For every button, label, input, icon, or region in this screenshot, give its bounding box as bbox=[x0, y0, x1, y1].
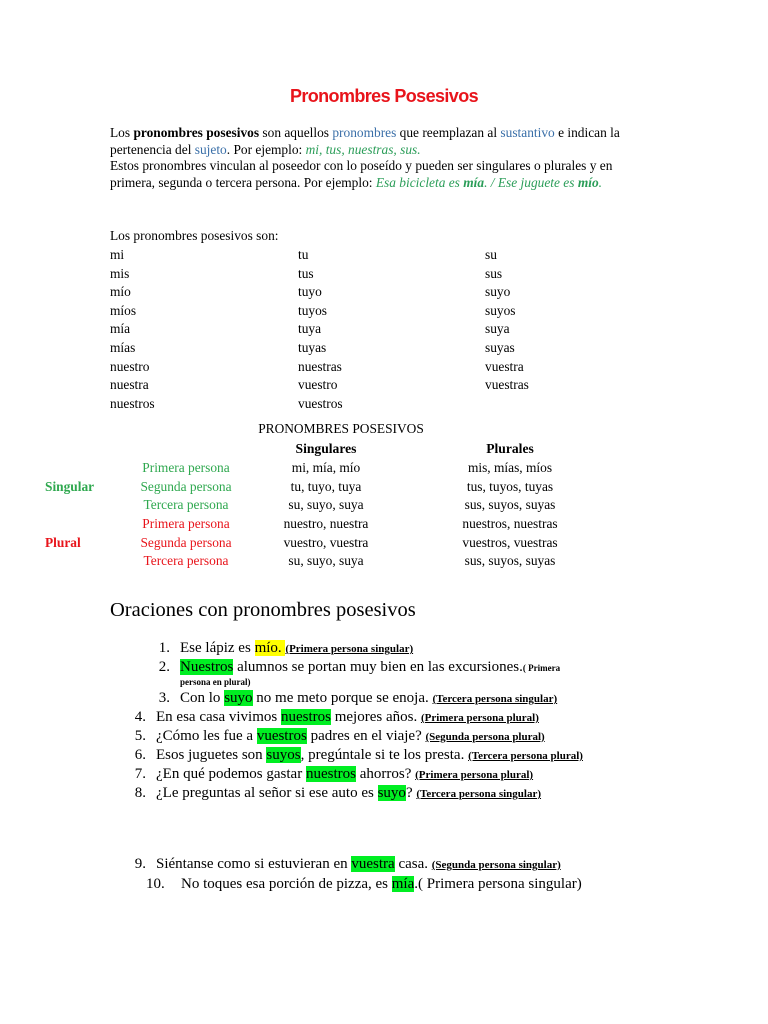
sentence-note: (Primera persona plural) bbox=[420, 712, 539, 724]
highlighted-pronoun: vuestra bbox=[351, 856, 395, 872]
plural-cell: sus, suyos, suyas bbox=[464, 553, 556, 568]
sentence-text: alumnos se portan muy bien en las excursiones. bbox=[233, 659, 523, 675]
example-text: . / Ese juguete es bbox=[484, 174, 578, 190]
sentence-note: (Tercera persona singular) bbox=[416, 788, 542, 800]
word: mía bbox=[110, 321, 131, 337]
sentence-text: Ese lápiz es bbox=[180, 640, 255, 656]
sentence-text: no me meto porque se enoja. bbox=[252, 690, 433, 706]
plural-cell: vuestros, vuestras bbox=[462, 535, 558, 550]
persona-cell: Tercera persona bbox=[143, 497, 229, 512]
word: suyo bbox=[485, 284, 511, 300]
example-text: . bbox=[598, 174, 603, 190]
word: nuestra bbox=[110, 377, 149, 393]
sentence-text: Esos juguetes son bbox=[156, 747, 267, 763]
word: tuyas bbox=[298, 339, 327, 355]
highlighted-pronoun: Nuestros bbox=[180, 659, 234, 675]
word: tuyos bbox=[298, 302, 328, 318]
persona-cell: Tercera persona bbox=[143, 553, 229, 568]
word: mías bbox=[110, 339, 136, 355]
persona-cell: Segunda persona bbox=[140, 479, 232, 494]
persona-cell: Primera persona bbox=[142, 460, 230, 475]
example-word: mío bbox=[577, 174, 599, 190]
item-number: 1. bbox=[158, 640, 170, 656]
sentence-text: ? bbox=[405, 785, 417, 801]
link-sujeto[interactable]: sujeto bbox=[194, 141, 227, 157]
word: suya bbox=[485, 321, 510, 337]
intro-bold-term: pronombres posesivos bbox=[133, 125, 260, 140]
singular-cell: su, suyo, suya bbox=[288, 553, 364, 568]
highlighted-pronoun: suyo bbox=[377, 785, 406, 801]
word: sus bbox=[485, 265, 503, 281]
word: vuestras bbox=[485, 377, 529, 393]
sentence-note: (Tercera persona plural) bbox=[468, 750, 583, 762]
intro-text: e indican la pertenencia del bbox=[110, 125, 620, 157]
persona-cell: Segunda persona bbox=[140, 535, 232, 550]
word: tus bbox=[298, 265, 314, 281]
word: nuestro bbox=[110, 358, 150, 374]
sentence-text: mejores años. bbox=[330, 709, 421, 725]
singular-cell: tu, tuyo, tuya bbox=[290, 479, 362, 494]
word: mis bbox=[110, 265, 130, 281]
singular-cell: mi, mía, mío bbox=[291, 460, 361, 475]
word: suyas bbox=[485, 339, 515, 355]
word-column-3 bbox=[485, 246, 529, 395]
highlighted-pronoun: nuestros bbox=[280, 709, 331, 725]
header-plurales: Plurales bbox=[486, 441, 534, 456]
sentence-text: padres en el viaje? bbox=[306, 728, 426, 744]
sentence-text: .( Primera persona singular) bbox=[414, 876, 582, 892]
plural-cell: sus, suyos, suyas bbox=[464, 497, 556, 512]
example-words: mi, tus, nuestras, sus. bbox=[305, 141, 421, 157]
item-number: 9. bbox=[134, 856, 146, 872]
list-lead: Los pronombres posesivos son: bbox=[110, 228, 279, 243]
intro-text: son aquellos bbox=[259, 125, 333, 140]
example-word: mía bbox=[463, 174, 485, 190]
word-column-2 bbox=[298, 246, 343, 413]
item-number: 6. bbox=[134, 747, 146, 763]
sentence-note: (Primera persona plural) bbox=[415, 769, 534, 781]
word-column-1 bbox=[110, 246, 155, 413]
item-number: 8. bbox=[134, 785, 146, 801]
singular-cell: su, suyo, suya bbox=[288, 497, 364, 512]
word: mi bbox=[110, 247, 125, 262]
intro-text: Estos pronombres vinculan al poseedor con lo poseído y pueden ser singulares o plurales y en primera, segunda o tercera persona. Por ejemplo: bbox=[110, 158, 613, 190]
highlighted-pronoun: suyo bbox=[224, 690, 253, 706]
link-sustantivo[interactable]: sustantivo bbox=[500, 125, 555, 140]
word: suyos bbox=[485, 302, 516, 318]
item-number: 10. bbox=[146, 876, 165, 892]
sentence-text: ¿Cómo les fue a bbox=[156, 728, 257, 744]
intro-text: que reemplazan al bbox=[396, 125, 501, 140]
highlighted-pronoun: suyos bbox=[266, 747, 301, 763]
intro-paragraph bbox=[110, 125, 650, 191]
item-number: 3. bbox=[158, 690, 170, 706]
sentence-note: persona en plural) bbox=[180, 677, 251, 687]
singular-cell: nuestro, nuestra bbox=[283, 516, 369, 531]
persona-cell: Primera persona bbox=[142, 516, 230, 531]
item-number: 5. bbox=[134, 728, 146, 744]
intro-text: . Por ejemplo: bbox=[226, 141, 306, 157]
example-text: Esa bicicleta es bbox=[375, 174, 464, 190]
word: vuestro bbox=[298, 377, 338, 393]
word: mío bbox=[110, 284, 131, 300]
item-number: 7. bbox=[134, 766, 146, 782]
group-label-plural: Plural bbox=[45, 535, 81, 550]
word: nuestras bbox=[298, 358, 342, 374]
sentence-text: ¿En qué podemos gastar bbox=[156, 766, 306, 782]
highlighted-pronoun: nuestros bbox=[305, 766, 356, 782]
header-singulares: Singulares bbox=[295, 441, 357, 456]
highlighted-pronoun: vuestros bbox=[256, 728, 307, 744]
page-title: Pronombres Posesivos bbox=[289, 86, 479, 106]
sentence-note: (Segunda persona singular) bbox=[431, 859, 561, 871]
sentence-text: casa. bbox=[394, 856, 432, 872]
sentence-note: (Tercera persona singular) bbox=[432, 693, 558, 705]
sentence-text: En esa casa vivimos bbox=[156, 709, 281, 725]
sentence-note: (Segunda persona plural) bbox=[425, 731, 545, 743]
plural-cell: tus, tuyos, tuyas bbox=[466, 479, 554, 494]
plural-cell: mis, mías, míos bbox=[467, 460, 553, 475]
sentence-text: ¿Le preguntas al señor si ese auto es bbox=[156, 785, 378, 801]
item-number: 2. bbox=[158, 659, 170, 675]
singular-cell: vuestro, vuestra bbox=[283, 535, 369, 550]
sentence-text: ahorros? bbox=[355, 766, 416, 782]
word: vuestros bbox=[298, 395, 343, 411]
highlighted-pronoun: mía bbox=[391, 876, 415, 892]
sentence-text: No toques esa porción de pizza, es bbox=[181, 876, 392, 892]
sentence-text: Con lo bbox=[180, 690, 225, 706]
item-number: 4. bbox=[134, 709, 146, 725]
highlighted-pronoun: mío. bbox=[254, 640, 286, 656]
intro-text: Los bbox=[110, 125, 134, 140]
link-pronombres[interactable]: pronombres bbox=[332, 125, 397, 140]
word: su bbox=[485, 247, 497, 262]
group-label-singular: Singular bbox=[45, 479, 95, 494]
section-title: Oraciones con pronombres posesivos bbox=[110, 599, 416, 621]
word: vuestra bbox=[485, 358, 524, 374]
word: tuya bbox=[298, 321, 322, 337]
plural-cell: nuestros, nuestras bbox=[462, 516, 558, 531]
word: tu bbox=[298, 247, 309, 262]
word: nuestros bbox=[110, 395, 155, 411]
sentence-text: , pregúntale si te los presta. bbox=[300, 747, 469, 763]
sentence-text: Siéntanse como si estuvieran en bbox=[156, 856, 352, 872]
sentence-note: (Primera persona singular) bbox=[285, 643, 414, 655]
word: míos bbox=[110, 302, 137, 318]
table-title: PRONOMBRES POSESIVOS bbox=[258, 421, 424, 436]
sentence-note: ( Primera bbox=[522, 663, 561, 673]
word: tuyo bbox=[298, 284, 322, 300]
